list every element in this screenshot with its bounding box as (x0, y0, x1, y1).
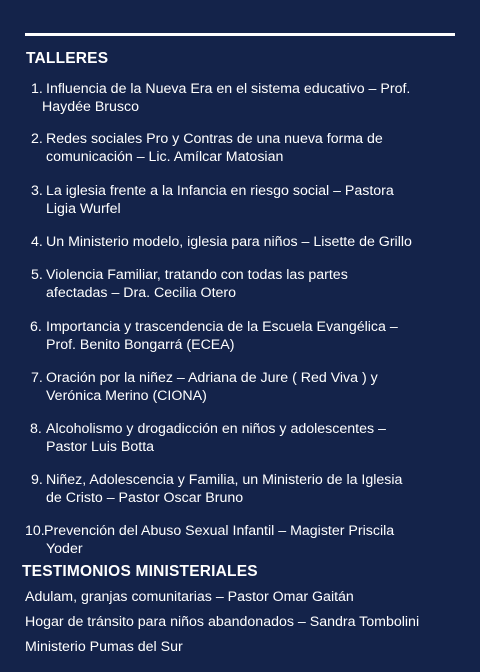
testimony-item: Ministerio Pumas del Sur (25, 639, 183, 655)
workshop-title: Importancia y trascendencia de la Escuela Evangélica – (46, 319, 398, 335)
testimony-item: Adulam, granjas comunitarias – Pastor Omar Gaitán (25, 589, 354, 605)
workshop-speaker: comunicación – Lic. Amílcar Matosian (46, 149, 284, 165)
talleres-heading: TALLERES (26, 50, 109, 67)
workshop-title: Violencia Familiar, tratando con todas las partes (46, 267, 348, 283)
workshop-number: 4. (31, 234, 43, 250)
workshop-number: 8. (30, 421, 42, 437)
workshop-speaker: Verónica Merino (CIONA) (46, 388, 207, 404)
workshop-title: Redes sociales Pro y Contras de una nueva forma de (46, 131, 383, 147)
testimonios-heading: TESTIMONIOS MINISTERIALES (22, 563, 258, 580)
workshop-number: 10. (25, 523, 45, 539)
workshop-number: 9. (31, 472, 43, 488)
workshop-number: 2. (31, 131, 43, 147)
top-divider (25, 33, 455, 36)
workshop-title: Influencia de la Nueva Era en el sistema educativo – Prof. (46, 81, 411, 97)
workshop-speaker: Prof. Benito Bongarrá (ECEA) (46, 337, 235, 353)
workshop-number: 7. (31, 370, 43, 386)
testimony-item: Hogar de tránsito para niños abandonados – Sandra Tombolini (25, 614, 420, 630)
workshop-title: Prevención del Abuso Sexual Infantil – Magister Priscila (44, 523, 395, 539)
workshop-title: Alcoholismo y drogadicción en niños y adolescentes – (46, 421, 386, 437)
workshop-speaker: Ligia Wurfel (46, 201, 121, 217)
workshop-title: Oración por la niñez – Adriana de Jure ( Red Viva ) y (46, 370, 378, 386)
workshop-title: Niñez, Adolescencia y Familia, un Ministerio de la Iglesia (46, 472, 403, 488)
workshop-number: 6. (30, 319, 42, 335)
workshop-speaker: de Cristo – Pastor Oscar Bruno (46, 490, 244, 506)
workshop-number: 3. (31, 183, 43, 199)
workshop-title: Un Ministerio modelo, iglesia para niños – Lisette de Grillo (46, 234, 412, 250)
workshop-number: 1. (31, 81, 43, 97)
workshop-speaker: afectadas – Dra. Cecilia Otero (46, 285, 237, 301)
workshop-speaker: Haydée Brusco (42, 99, 139, 115)
workshop-title: La iglesia frente a la Infancia en riesgo social – Pastora (46, 183, 394, 199)
workshop-number: 5. (31, 267, 43, 283)
workshop-speaker: Yoder (46, 541, 83, 557)
workshop-speaker: Pastor Luis Botta (46, 439, 155, 455)
